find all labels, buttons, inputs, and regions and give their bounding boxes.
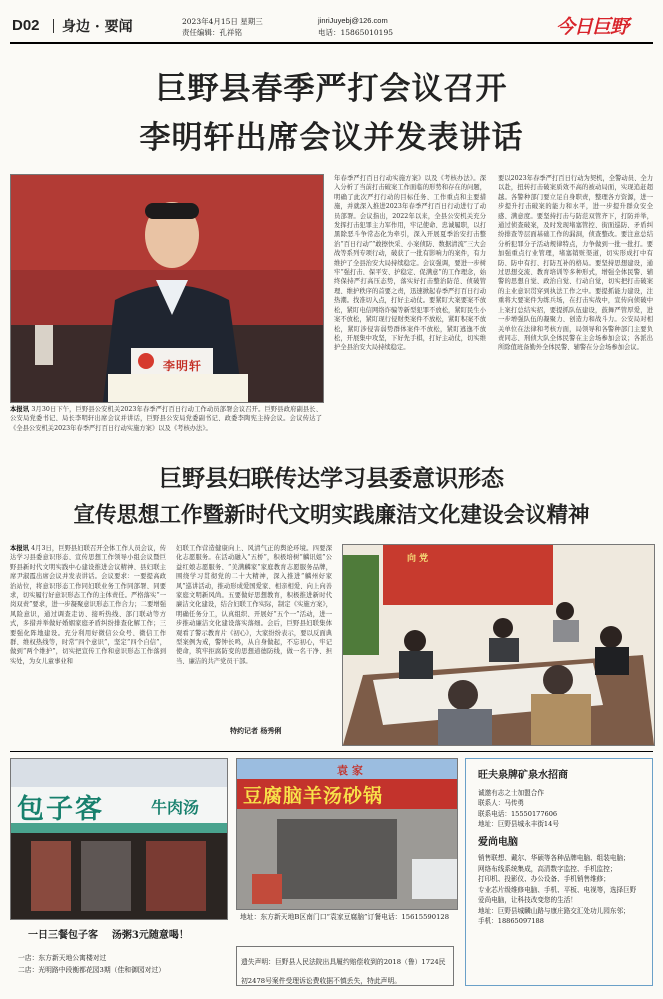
baozi-shop-sign: 包子客: [17, 794, 104, 825]
lost-receipt-notice-text: 遗失声明：巨野县人民法院出具履约赔偿收到的2018（鲁）1724民初2478号案件受理诉讼费收据不慎丢失，特此声明。: [241, 958, 446, 985]
editor-line: 责任编辑：孔祥铭: [182, 28, 242, 37]
tofu-shop-address: 地址：东方新天地B区南门口“袁家豆腐脑”订餐电话：15615590128: [240, 913, 450, 921]
story1-headline-1: 巨野县春季严打会议召开: [155, 71, 508, 107]
classified-ads-box: [465, 758, 653, 986]
tofu-shop-sign: 豆腐脑羊汤砂锅: [243, 785, 384, 807]
meeting-photo: [10, 174, 324, 403]
newspaper-logo: 今日巨野: [556, 16, 629, 38]
baozi-store-2: 二店：光明路中段衡都花园3期（佳和御园对过）: [18, 966, 166, 974]
computer-ad-line-1: 销售联想、戴尔、华硕等各种品牌电脑、组装电脑；: [478, 854, 630, 862]
water-ad-line-1: 诚邀有志之士加盟合作: [478, 788, 544, 797]
story1-caption-text: 3月30日下午，巨野县公安机关2023年春季严打百日行动工作动员部署会议召开。巨野县政府副县长、公安局党委书记、局长李明轩出席会议并讲话，巨野县公安局党委副书记、政委李陶宪主持会议。会议传达了《全县公安机关2023年春季严打百日行动实施方案》以及《考核办法》。: [10, 406, 322, 432]
section-divider: [10, 751, 653, 752]
story2-headline-1: 巨野县妇联传达学习县委意识形态: [159, 465, 504, 492]
computer-ad-line-2: 网络布线系统集成，高清数字监控、手机监控；: [478, 864, 617, 873]
nameplate-text: 李明轩: [163, 359, 203, 373]
masthead: [0, 0, 663, 46]
water-ad-title: 旺夫泉牌矿泉水招商: [478, 770, 568, 781]
water-ad-contact: 联系人：马传勇: [478, 799, 525, 807]
masthead-rule: [10, 42, 653, 44]
computer-ad-line-4: 专业芯片级维修电脑、手机、平板、电视等，选择巨野爱尚电脑，让科技改变您的生活！: [478, 885, 637, 904]
page-number: D02: [12, 17, 40, 34]
story1-caption-lead: 本报讯: [10, 406, 30, 413]
phone-line: 电话：15865010195: [318, 28, 393, 37]
story2-byline: 特约记者 杨秀俐: [230, 726, 282, 735]
computer-ad-title: 爱尚电脑: [478, 836, 518, 848]
baozi-shop-sign-sub: 牛肉汤: [151, 798, 200, 817]
water-ad-address: 地址：巨野县城永丰街14号: [478, 820, 559, 828]
story2-headline-2: 宣传思想工作暨新时代文明实践廉洁文化建设会议精神: [73, 503, 590, 528]
section-title: 身边 · 要闻: [62, 19, 133, 35]
baozi-slogan: 一日三餐包子客 汤粥3元随意喝！: [28, 930, 189, 941]
computer-ad-phone: 手机：18865097188: [478, 917, 544, 925]
story1-headline-2: 李明轩出席会议并发表讲话: [139, 120, 524, 156]
computer-ad-line-3: 打印机、投影仪、办公设备、手机销售维修；: [478, 875, 610, 883]
masthead-divider: [53, 19, 54, 33]
baozi-shop-illustration: [11, 759, 227, 919]
meeting-room-illustration: [343, 545, 654, 745]
story1-column-a: 年春季严打百日行动实施方案》以及《考核办法》。深入分析了当前打击破案工作面临的形势和存在的问题，明确了此次严打行动的目标任务、工作重点和主要措施，并就深入推进2023年春季严打百日行动进行了动员部署。会议指出，2022年以来，全县公安机关充分发挥打击犯罪主力军作用，牢记使命、忠诚履职，以打黑除恶斗争常态化为牵引，深入开展夏季治安打击整治“百日行动”“敢擦快采、小案侦防、数据清流”三大会战等系列专项行动，破获了一批有影响力的案件，有力维护了全县治安大局持续稳定。会议强调，要进一步树牢“强打击、保平安、护稳定、促满意”的工作理念，始终保持严打高压态势，落实好打击整治防范、侦破管理、维护秩序的首要之责，迅速掀起春季严打百日行动热潮。找准切入点，打好主动仗。要紧盯大案要案不放松，紧盯电信网络诈骗等新型犯罪不放松，紧盯民生小案不放松，紧盯现行侵财类案件不放松，紧盯积案不放松，紧盯涉侵害弱势群体案件不放松，紧盯逃逸不放松，开展集中攻坚，下好先手棋，打好主动仗，切实维护全县治安大局持续稳定。: [334, 175, 486, 352]
tofu-shop-sign-top: 袁 家: [337, 764, 363, 777]
wall-banner-text: 向 党: [407, 554, 429, 564]
story1-caption: [10, 405, 322, 455]
baozi-store-1: 一店：东方新天地公寓楼对过: [18, 954, 107, 962]
issue-date: 2023年4月15日 星期三: [182, 17, 263, 26]
story1-column-b: 要以2023年春季严打百日行动为契机，全警动员、全力以赴，扭转打击破案质效不高的被动局面，实现追赶超越。各警种部门要立足自身职责，整理各方资源，进一步提升打击破案的能力和水平，进一步提升群众安全感、满意度。要坚持打击与防范双管齐下，打防并举，通过侦查破案，及时发现堵塞管控、街面巡防、矛盾纠纷排查等层面基础工作的漏洞，侦查整改。要注意总结分析犯罪分子活动规律特点，力争做到一批一批打。要加强重点行业管理，堵塞销赃渠道，切实形成打中有防、防中有打、打防互补的格局。要坚持思想建设，通过思想交流、教育培训等多种形式，增强全体民警、辅警的思想自觉、政治自觉、行动自觉，切实把打击破案的主业意识贯穿到执法工作之中。要提抓能力建设，注重将大要案件为练兵场，在打击实战中，宣传向侦破中上案打总结实招，要提抓队伍建设，鼓舞严管厚爱，进一步增强队伍的凝聚力、创造力和战斗力。公安局对相关单位在法律和考核方面，局领导和各警种部门主要负责同志、刑侦大队全体民警在主会场参加会议；各派出所除值班备勤外全体民警、辅警在分会场参加会议。: [498, 175, 653, 352]
baozi-shop-ad-photo: [10, 758, 228, 920]
story2-column-a: [10, 544, 166, 736]
email-address: jinriJuyebj@126.com: [318, 16, 388, 25]
story2-column-a-text: 4月3日，巨野县妇联召开全体工作人员会议，传达学习县委意识形态、宣传思想工作领导小组会议暨巨野县新时代文明实践中心建设推进会议精神、县妇联主席尹淑霞出席会议并发表讲话。会议要求：一要提高政治站位，将意识形态工作同妇联业务工作同部署、同要求，切实履行好意识形态工作的主体责任。严格落实“一岗双责”要求，进一步凝聚意识形态工作合力；二要增强风险意识，通过调查走访、接听热线、部门联动等方式，多措并举做好婚姻家庭矛盾纠纷排查化解工作；三要强化阵地建设。充分利用好微信公众号、微信工作群、维权热线等，时常“四个意识”，坚定“四个自信”，做到“两个维护”，切实把宣传工作和意识形态工作落到实处，为女儿童事业和: [10, 545, 166, 665]
tofu-shop-ad-photo: [236, 758, 458, 910]
story2-lead: 本报讯: [10, 545, 30, 552]
computer-ad-address: 地址：巨野县城麟山路与康庄路交汇处功儿园东邻；: [478, 906, 630, 915]
water-ad-phone: 联系电话：15550177606: [478, 809, 558, 818]
story2-column-b: 妇联工作营造健康向上、风清气正的舆论环境。四要深化志愿服务。在活动融入“五桥”，积极培树“麟讯姐”公益红娘志愿服务、“美满麟家”家庭教育志愿服务品牌，围绕学习贯彻党的二十大精神，深入推进“麟州好家风”巡讲活动，推动形成爱国爱家、相亲相爱、向上向善家庭文明新风尚。五要做好思想教育，积极推进新时代廉洁文化建设，结合妇联工作实际，制定《实施方案》，明确任务分工，认真组织、开展好“五个一”活动，进一步推动廉洁文化建设落实落细。会后，巨野县妇联集体观看了警示教育片《初心》，大家纷纷表示，要以反面典型案例为戒，警钟长鸣，从自身做起，不忘初心，牢记使命，筑牢拒腐防变的思想道德防线，做一名干净、担当、廉洁的共产党员干部。: [176, 545, 332, 665]
lost-receipt-notice: [236, 946, 454, 986]
women-federation-meeting-photo: [342, 544, 655, 746]
